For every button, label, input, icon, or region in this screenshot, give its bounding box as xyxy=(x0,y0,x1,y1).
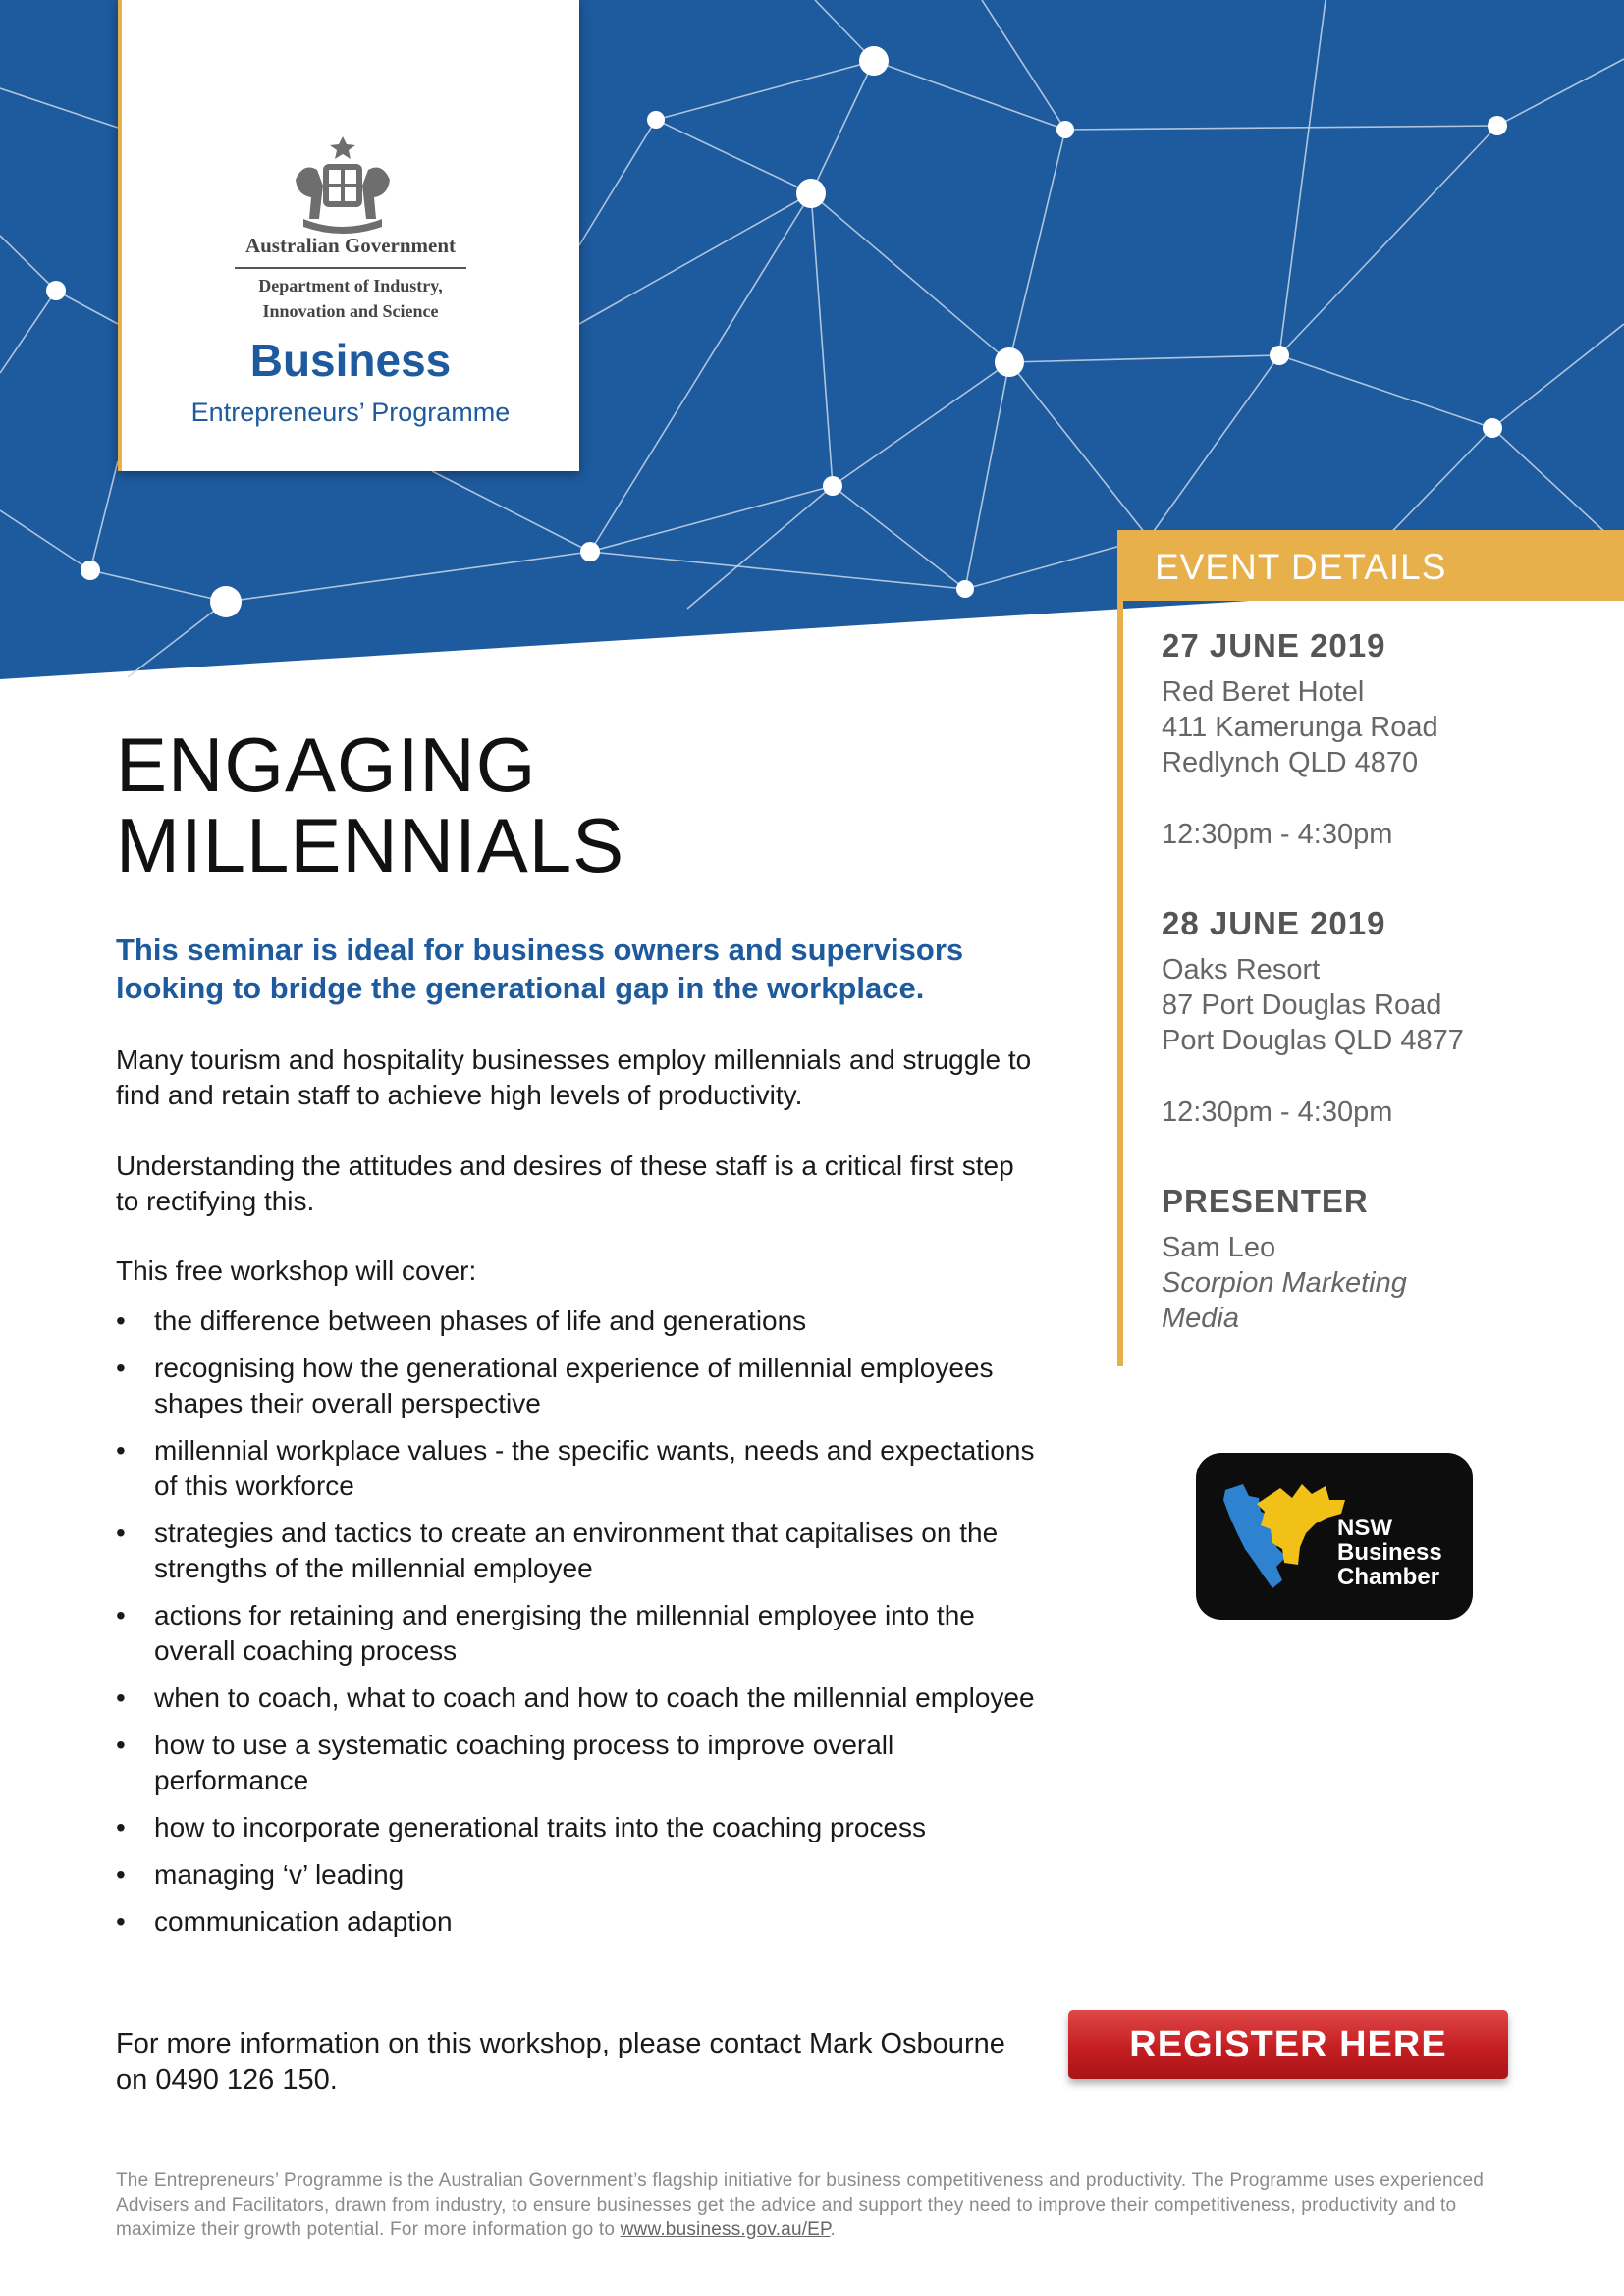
list-item: • millennial workplace values - the specific wants, needs and expectations of this workforce xyxy=(116,1433,1039,1504)
footer-disclaimer xyxy=(116,2168,1510,2242)
list-item: • when to coach, what to coach and how to coach the millennial employee xyxy=(116,1681,1039,1716)
body-paragraph-1: Many tourism and hospitality businesses employ millennials and struggle to find and retain staff to achieve high levels of productivity. xyxy=(116,1044,1032,1110)
list-item: • the difference between phases of life and generations xyxy=(116,1304,1039,1339)
presenter-name: Sam Leo xyxy=(1162,1232,1276,1263)
coat-of-arms-icon xyxy=(284,133,402,240)
session-2-time: 12:30pm - 4:30pm xyxy=(1162,1096,1393,1128)
presenter-organisation-line1: Scorpion Marketing xyxy=(1162,1267,1407,1299)
title-line-1: ENGAGING xyxy=(116,721,537,808)
session-2-address-line2: Port Douglas QLD 4877 xyxy=(1162,1025,1464,1056)
nsw-logo-text xyxy=(1337,1516,1442,1589)
event-details-panel xyxy=(1117,530,1624,1366)
event-details-heading: EVENT DETAILS xyxy=(1155,547,1447,587)
intro-statement: This seminar is ideal for business owners and supervisors looking to bridge the generational gap in the workplace. xyxy=(116,933,964,1005)
government-name: Australian Government xyxy=(244,234,457,257)
presenter-heading: PRESENTER xyxy=(1162,1183,1369,1219)
footer-link[interactable]: www.business.gov.au/EP xyxy=(620,2219,831,2240)
session-1-address-line2: Redlynch QLD 4870 xyxy=(1162,747,1419,778)
session-1-venue: Red Beret Hotel xyxy=(1162,676,1365,708)
session-1-address-line1: 411 Kamerunga Road xyxy=(1162,712,1438,743)
event-details-header xyxy=(1117,530,1624,601)
footer-end: . xyxy=(830,2219,836,2240)
page-title xyxy=(116,721,625,888)
workshop-topics-list xyxy=(116,1304,1039,1951)
footer-text: The Entrepreneurs’ Programme is the Australian Government’s flagship initiative for business competitiveness and productivity. The Programme uses experienced Advisers and Facilitators, drawn from industry, to ensure businesses get the advice and support they need to improve their competitiveness, productivity and to maximize their growth potential. For more information go to xyxy=(116,2170,1485,2240)
department-name-line1: Department of Industry, xyxy=(258,276,443,295)
list-item: • recognising how the generational experience of millennial employees shapes their overall perspective xyxy=(116,1351,1039,1421)
nsw-logo-line2: Business xyxy=(1337,1539,1442,1566)
list-item: • managing ‘v’ leading xyxy=(116,1857,1039,1893)
presenter-organisation-line2: Media xyxy=(1162,1303,1239,1334)
event-details-rule xyxy=(1117,601,1123,1366)
session-2-venue: Oaks Resort xyxy=(1162,954,1321,986)
business-wordmark: Business xyxy=(249,335,452,386)
body-paragraph-2: Understanding the attitudes and desires of these staff is a critical first step to rectifying this. xyxy=(116,1150,1014,1216)
workshop-cover-heading: This free workshop will cover: xyxy=(116,1255,477,1286)
session-1-date: 27 JUNE 2019 xyxy=(1162,627,1386,664)
list-item: • actions for retaining and energising the millennial employee into the overall coaching process xyxy=(116,1598,1039,1669)
list-item: • how to incorporate generational traits into the coaching process xyxy=(116,1810,1039,1845)
list-item: • how to use a systematic coaching process to improve overall performance xyxy=(116,1728,1039,1798)
contact-info: For more information on this workshop, please contact Mark Osbourne on 0490 126 150. xyxy=(116,2028,1005,2096)
department-name-line2: Innovation and Science xyxy=(262,301,439,321)
register-button[interactable]: REGISTER HERE xyxy=(1068,2010,1508,2079)
session-2-date: 28 JUNE 2019 xyxy=(1162,905,1386,941)
programme-name: Entrepreneurs’ Programme xyxy=(190,398,511,427)
list-item: • strategies and tactics to create an environment that capitalises on the strengths of the millennial employee xyxy=(116,1516,1039,1586)
nsw-logo-line1: NSW xyxy=(1337,1515,1392,1541)
nsw-logo-line3: Chamber xyxy=(1337,1564,1440,1590)
divider xyxy=(235,267,466,269)
session-1-time: 12:30pm - 4:30pm xyxy=(1162,819,1393,850)
government-logo-card xyxy=(118,0,579,471)
list-item: • communication adaption xyxy=(116,1904,1039,1940)
session-2-address-line1: 87 Port Douglas Road xyxy=(1162,989,1442,1021)
nsw-business-chamber-logo xyxy=(1196,1453,1473,1620)
title-line-2: MILLENNIALS xyxy=(116,802,625,888)
